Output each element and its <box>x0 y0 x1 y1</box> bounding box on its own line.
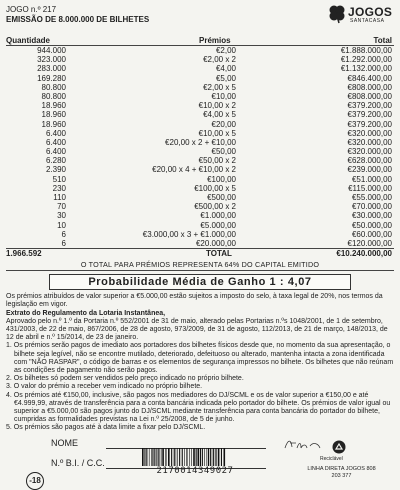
quantity-cell: 30 <box>57 211 66 221</box>
barcode-bar <box>154 448 155 466</box>
total-cell: €808.000,00 <box>347 91 392 101</box>
quantity-cell: 2.390 <box>45 165 66 175</box>
rule-5: 5. Os prémios são pagos até à data limite a fixar pelo DJ/SCML. <box>6 424 206 432</box>
total-cell: €379.200,00 <box>347 110 392 120</box>
quantity-cell: 18.960 <box>41 110 66 120</box>
prize-cell: €50,00 x 2 <box>198 156 236 166</box>
total-cell: €320.000,00 <box>347 128 392 138</box>
barcode-bar <box>200 448 201 466</box>
prize-cell: €20,00 x 4 + €10,00 x 2 <box>152 165 236 175</box>
barcode-number: 2170014349027 <box>156 466 234 476</box>
prize-cell: €10,00 x 5 <box>198 128 236 138</box>
barcode-bar <box>182 448 183 466</box>
barcode-bar <box>142 448 144 466</box>
prize-cell: €4,00 <box>215 64 236 74</box>
prize-cell: €2,00 x 2 <box>203 55 236 65</box>
total-cell: €30.000,00 <box>351 211 392 221</box>
probability-box: Probabilidade Média de Ganho 1 : 4,07 <box>49 274 351 290</box>
prizes-header: Prémios <box>199 36 231 45</box>
prize-row <box>6 165 394 174</box>
barcode-bar <box>215 448 216 466</box>
prize-cell: €1.000,00 <box>200 211 236 221</box>
total-cell: €846.400,00 <box>347 73 392 83</box>
barcode <box>140 448 250 476</box>
total-cell: €115.000,00 <box>348 183 392 193</box>
barcode-bar <box>161 448 162 466</box>
total-cell: €1.132.000,00 <box>340 64 392 74</box>
prize-row <box>6 175 394 184</box>
prize-cell: €3.000,00 x 3 + €1.000,00 <box>142 229 236 239</box>
total-cell: €1.888.000,00 <box>340 46 392 55</box>
barcode-bar <box>207 448 208 466</box>
signature-image <box>282 436 322 452</box>
barcode-bar <box>165 448 166 466</box>
quantity-cell: 6.400 <box>45 147 66 157</box>
barcode-bar <box>210 448 211 466</box>
barcode-bar <box>191 448 192 466</box>
quantity-cell: 510 <box>52 174 66 184</box>
barcode-bar <box>151 448 152 466</box>
barcode-bar <box>176 448 177 466</box>
total-cell: €239.000,00 <box>347 165 392 175</box>
percent-note: O TOTAL PARA PRÉMIOS REPRESENTA 64% DO CAPITAL EMITIDO <box>6 260 394 271</box>
age-restriction-badge: -18 <box>26 472 44 490</box>
quantity-cell: 283.000 <box>37 64 66 74</box>
rule-1: 1. Os prémios serão pagos de imediato aos portadores dos bilhetes físicos desde que, no momento da sua apresentação, o bilhete seja legível, não se encontre mutilado, deteriorado, defeituoso ou alterado, mantenha intacta a zona identificada com "NÃO RASPAR", o código de barras e os elementos de segurança impressos no bilhete. Os bilhetes que não reúnam as condições de pagamento não serão pagos. <box>6 342 394 374</box>
prize-row <box>6 74 394 83</box>
rule-3: 3. O valor do prémio a receber vem indicado no próprio bilhete. <box>6 383 203 391</box>
prize-row <box>6 193 394 202</box>
prize-row <box>6 239 394 248</box>
barcode-bar <box>193 448 195 466</box>
quantity-cell: 6.400 <box>45 137 66 147</box>
lottery-ticket-back <box>6 2 394 486</box>
barcode-bar <box>158 448 159 466</box>
prize-total-row <box>6 248 394 259</box>
extract-title: Extrato do Regulamento da Lotaria Instantânea, <box>6 309 166 317</box>
prize-cell: €20.000,00 <box>195 238 236 248</box>
quantity-cell: 80.800 <box>41 82 66 92</box>
tax-note: Os prémios atribuídos de valor superior a €5.000,00 estão sujeitos a imposto do selo, à taxa legal de 20%, nos termos da legislação em vigor. <box>6 293 383 309</box>
barcode-bar <box>149 448 150 466</box>
quantity-header: Quantidade <box>6 36 51 45</box>
barcode-bar <box>152 448 153 466</box>
prize-row <box>6 120 394 129</box>
barcode-bar <box>213 448 214 466</box>
total-value: €10.240.000,00 <box>336 249 392 259</box>
barcode-bar <box>224 448 226 466</box>
total-cell: €50.000,00 <box>351 220 392 230</box>
barcode-bar <box>171 448 172 466</box>
extract-body: Aprovado pelo n.º 1.º da Portaria n.º 552/2001 de 31 de maio, alterado pelas Portarias n.ºs 1048/2001, de 1 de setembro, 431/2003, de 22 de maio, 867/2006, de 28 de agosto, 973/2009, de 31 de agosto, 112/2013, de 21 de março, 148/2013, de 12 de abril e n.º 15/2014, de 23 de janeiro. <box>6 317 388 342</box>
total-cell: €808.000,00 <box>347 82 392 92</box>
prize-cell: €5,00 <box>215 73 236 83</box>
clover-icon <box>328 4 346 24</box>
barcode-bar <box>221 448 222 466</box>
total-cell: €320.000,00 <box>347 147 392 157</box>
total-cell: €628.000,00 <box>347 156 392 166</box>
total-cell: €60.000,00 <box>351 229 392 239</box>
prize-cell: €4,00 x 5 <box>203 110 236 120</box>
prize-cell: €5.000,00 <box>200 220 236 230</box>
barcode-bar <box>179 448 180 466</box>
barcode-bars <box>140 448 250 466</box>
rule-2: 2. Os bilhetes só podem ser vendidos pelo preço indicado no próprio bilhete. <box>6 375 244 383</box>
recycle-label: Reciclável <box>320 455 343 462</box>
barcode-bar <box>196 448 197 466</box>
prize-cell: €20,00 <box>211 119 236 129</box>
barcode-bar <box>162 448 164 466</box>
barcode-bar <box>168 448 170 466</box>
barcode-bar <box>186 448 187 466</box>
quantity-cell: 70 <box>57 202 66 212</box>
prize-cell: €10,00 x 2 <box>198 101 236 111</box>
total-label: TOTAL <box>206 249 232 259</box>
prize-row <box>6 55 394 64</box>
barcode-bar <box>146 448 147 466</box>
prize-cell: €100,00 x 5 <box>194 183 236 193</box>
ticket-header <box>6 2 394 30</box>
prize-cell: €500,00 x 2 <box>194 202 236 212</box>
quantity-cell: 110 <box>53 193 66 202</box>
total-cell: €55.000,00 <box>351 193 392 202</box>
prize-cell: €100,00 <box>207 174 236 184</box>
barcode-bar <box>177 448 178 466</box>
barcode-bar <box>144 448 145 466</box>
prize-row <box>6 230 394 239</box>
name-label: NOME <box>51 437 78 448</box>
quantity-cell: 6.280 <box>45 156 66 166</box>
prize-cell: €20,00 x 2 + €10,00 <box>165 137 236 147</box>
quantity-cell: 10 <box>57 220 66 230</box>
prize-row <box>6 147 394 156</box>
quantity-cell: 18.960 <box>41 119 66 129</box>
prize-row <box>6 202 394 211</box>
quantity-cell: 80.800 <box>41 91 66 101</box>
quantity-cell: 323.000 <box>37 55 66 65</box>
total-cell: €379.200,00 <box>347 101 392 111</box>
barcode-bar <box>216 448 217 466</box>
barcode-bar <box>218 448 220 466</box>
quantity-cell: 230 <box>52 183 66 193</box>
prize-row <box>6 110 394 119</box>
prize-table <box>6 45 394 248</box>
barcode-bar <box>202 448 203 466</box>
barcode-bar <box>198 448 200 466</box>
prize-row <box>6 92 394 101</box>
prize-row <box>6 129 394 138</box>
prize-cell: €500,00 <box>207 193 236 202</box>
helpline-text: LINHA DIRETA JOGOS 808 203 377 <box>307 465 376 479</box>
rule-4: 4. Os prémios até €150,00, inclusive, são pagos nos mediadores do DJ/SCML e os de valor superior a €150,00 e até €4.999,99, através de transferência para a conta bancária indicada pelo portador do bilhete. Os prémios de valor igual ou superior a €5.000,00 são pagos junto do DJ/SCML mediante transferência para conta bancária do portador do bilhete, cumpridas as formalidades previstas na Lei n.º 25/2008, de 5 de junho. <box>6 391 391 424</box>
prize-cell: €2,00 x 5 <box>203 82 236 92</box>
total-quantity: 1.966.592 <box>6 249 42 259</box>
id-label: N.º B.I. / C.C. <box>51 457 105 468</box>
emission-title: EMISSÃO DE 8.000.000 DE BILHETES <box>6 15 150 24</box>
prize-row <box>6 138 394 147</box>
game-number: JOGO n.º 217 <box>6 5 57 14</box>
prize-row <box>6 221 394 230</box>
logo-title: JOGOS <box>348 5 393 19</box>
barcode-bar <box>189 448 190 466</box>
barcode-bar <box>174 448 175 466</box>
total-cell: €70.000,00 <box>351 202 392 212</box>
prize-row <box>6 64 394 73</box>
quantity-cell: 6 <box>61 238 66 248</box>
logo-subtitle: SANTACASA <box>350 18 385 24</box>
quantity-cell: 6.400 <box>45 128 66 138</box>
quantity-cell: 6 <box>61 229 66 239</box>
total-cell: €51.000,00 <box>351 174 392 184</box>
total-cell: €320.000,00 <box>347 137 392 147</box>
total-cell: €379.200,00 <box>347 119 392 129</box>
barcode-bar <box>156 448 157 466</box>
quantity-cell: 18.960 <box>41 101 66 111</box>
total-cell: €1.292.000,00 <box>340 55 392 65</box>
prize-cell: €10,00 <box>211 91 236 101</box>
prize-row <box>6 46 394 55</box>
quantity-cell: 169.280 <box>37 73 66 83</box>
prize-row <box>6 211 394 220</box>
prize-row <box>6 156 394 165</box>
total-header: Total <box>373 36 392 45</box>
jogos-santacasa-logo <box>328 4 393 28</box>
prize-cell: €2,00 <box>215 46 236 55</box>
total-cell: €120.000,00 <box>347 238 392 248</box>
recycle-icon <box>332 440 346 454</box>
prize-table-header <box>6 36 394 45</box>
barcode-bar <box>184 448 185 466</box>
prize-row <box>6 184 394 193</box>
barcode-bar <box>160 448 161 466</box>
regulation-text <box>6 293 394 432</box>
barcode-bar <box>204 448 205 466</box>
prize-row <box>6 83 394 92</box>
barcode-bar <box>212 448 213 466</box>
quantity-cell: 944.000 <box>37 46 66 55</box>
prize-cell: €50,00 <box>211 147 236 157</box>
prize-row <box>6 101 394 110</box>
barcode-bar <box>208 448 209 466</box>
